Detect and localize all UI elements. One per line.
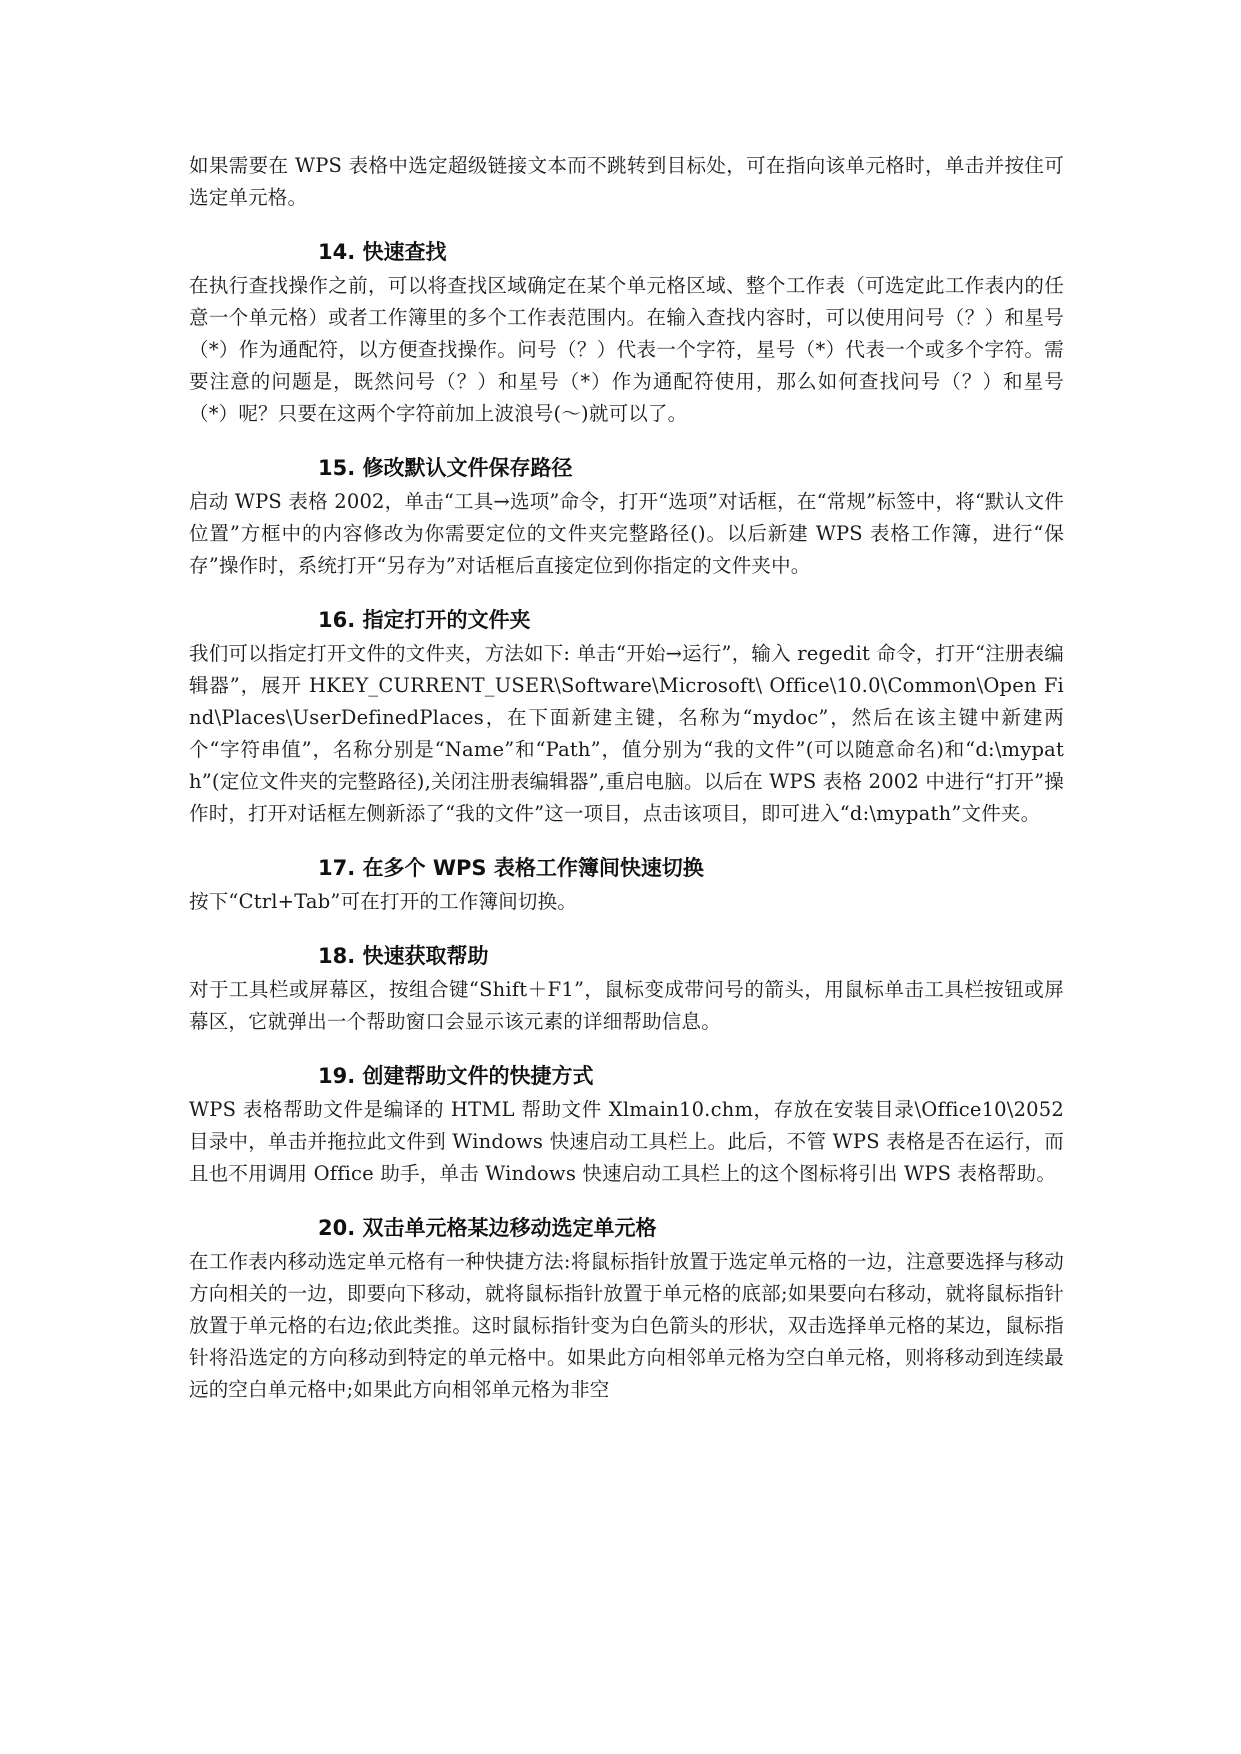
section-title: 17. 在多个 WPS 表格工作簿间快速切换 (318, 856, 704, 880)
section-body: 按下“Ctrl+Tab”可在打开的工作簿间切换。 (189, 890, 577, 913)
section-quick-find (189, 236, 1064, 430)
section-help-shortcut (189, 1060, 1064, 1190)
section-title: 20. 双击单元格某边移动选定单元格 (318, 1216, 657, 1240)
section-body: 我们可以指定打开文件的文件夹，方法如下: 单击“开始→运行”，输入 regedit 命令，打开“注册表编辑器”，展开 HKEY_CURRENT_USER\Software\Microsoft\ Office\10.0\Common\Open Find\Places\UserDefinedPlaces，在下面新建主键，名称为“mydoc”，然后在该主键中新建两个“字符串值”，名称分别是“Name”和“Path”，值分别为“我的文件”(可以随意命名)和“d:\mypath”(定位文件夹的完整路径),关闭注册表编辑器”,重启电脑。以后在 WPS 表格 2002 中进行“打开”操作时，打开对话框左侧新添了“我的文件”这一项目，点击该项目，即可进入“d:\mypath”文件夹。 (189, 642, 1064, 825)
section-title: 18. 快速获取帮助 (318, 944, 489, 968)
section-open-folder (189, 604, 1064, 830)
section-title: 19. 创建帮助文件的快捷方式 (318, 1064, 594, 1088)
section-title: 15. 修改默认文件保存路径 (318, 456, 573, 480)
section-switch-workbooks (189, 852, 1064, 918)
document-content (189, 150, 1064, 1406)
section-body: 在工作表内移动选定单元格有一种快捷方法:将鼠标指针放置于选定单元格的一边，注意要选择与移动方向相关的一边，即要向下移动，就将鼠标指针放置于单元格的底部;如果要向右移动，就将鼠标指针放置于单元格的右边;依此类推。这时鼠标指针变为白色箭头的形状，双击选择单元格的某边，鼠标指针将沿选定的方向移动到特定的单元格中。如果此方向相邻单元格为空白单元格，则将移动到连续最远的空白单元格中;如果此方向相邻单元格为非空 (189, 1250, 1064, 1401)
section-body: 对于工具栏或屏幕区，按组合键“Shift＋F1”，鼠标变成带问号的箭头，用鼠标单击工具栏按钮或屏幕区，它就弹出一个帮助窗口会显示该元素的详细帮助信息。 (189, 978, 1064, 1033)
section-body: 启动 WPS 表格 2002，单击“工具→选项”命令，打开“选项”对话框，在“常规”标签中，将“默认文件位置”方框中的内容修改为你需要定位的文件夹完整路径()。以后新建 WPS 表格工作簿，进行“保存”操作时，系统打开“另存为”对话框后直接定位到你指定的文件夹中。 (189, 490, 1064, 577)
section-default-save-path (189, 452, 1064, 582)
section-title: 16. 指定打开的文件夹 (318, 608, 531, 632)
section-body: WPS 表格帮助文件是编译的 HTML 帮助文件 Xlmain10.chm，存放在安装目录\Office10\2052 目录中，单击并拖拉此文件到 Windows 快速启动工具栏上。此后，不管 WPS 表格是否在运行，而且也不用调用 Office 助手，单击 Windows 快速启动工具栏上的这个图标将引出 WPS 表格帮助。 (189, 1098, 1064, 1185)
section-body: 在执行查找操作之前，可以将查找区域确定在某个单元格区域、整个工作表（可选定此工作表内的任意一个单元格）或者工作簿里的多个工作表范围内。在输入查找内容时，可以使用问号（？）和星号（*）作为通配符，以方便查找操作。问号（？）代表一个字符，星号（*）代表一个或多个字符。需要注意的问题是，既然问号（？）和星号（*）作为通配符使用，那么如何查找问号（？）和星号（*）呢？只要在这两个字符前加上波浪号(～)就可以了。 (189, 274, 1064, 425)
section-double-click-edge (189, 1212, 1064, 1406)
section-quick-help (189, 940, 1064, 1038)
section-title: 14. 快速查找 (318, 240, 447, 264)
intro-paragraph: 如果需要在 WPS 表格中选定超级链接文本而不跳转到目标处，可在指向该单元格时，单击并按住可选定单元格。 (189, 154, 1064, 209)
